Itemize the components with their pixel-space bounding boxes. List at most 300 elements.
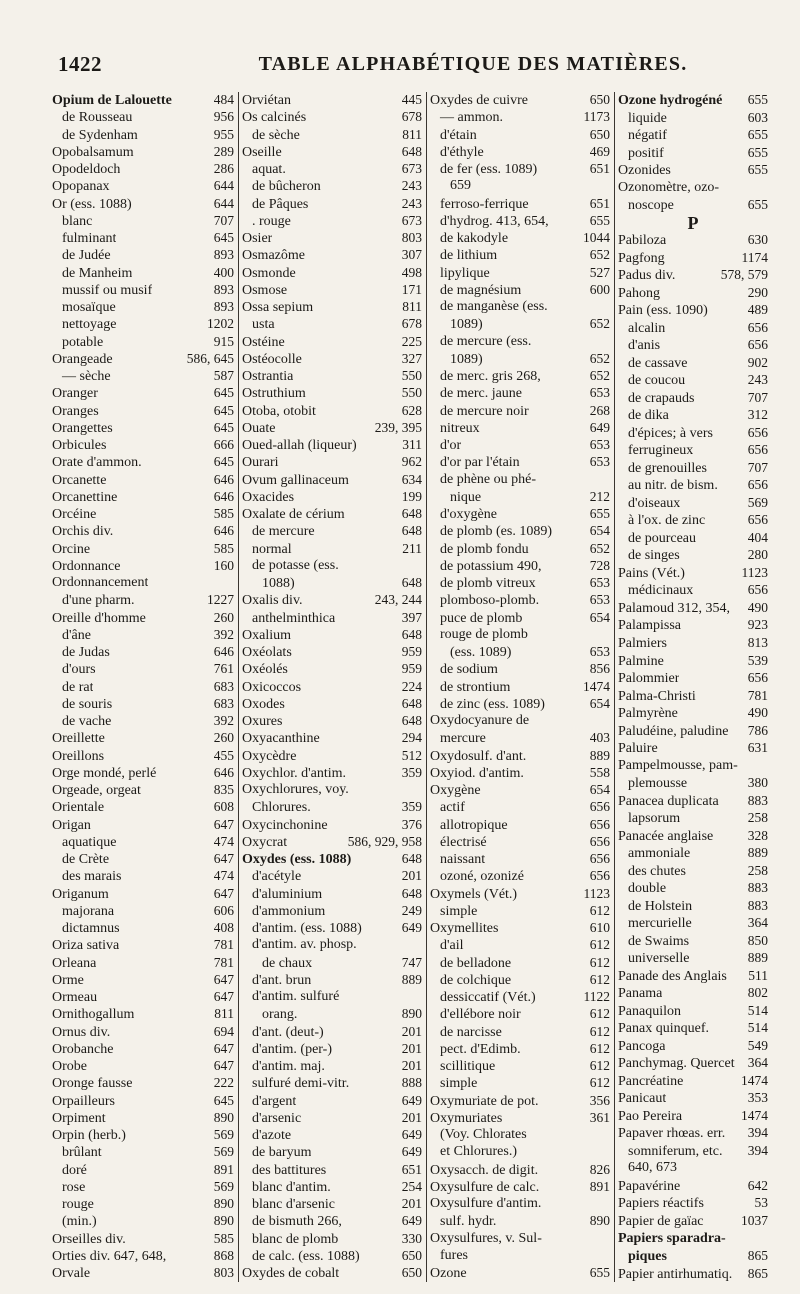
entry-term: Otoba, otobit	[242, 403, 316, 419]
entry-page-ref: 683	[213, 678, 234, 694]
index-entry	[52, 403, 234, 419]
entry-term: mercure	[440, 731, 486, 747]
index-entry	[242, 592, 422, 608]
index-entry	[52, 1196, 234, 1212]
entry-page-ref: 307	[401, 247, 422, 263]
entry-page-ref: 654	[589, 609, 610, 625]
index-entry	[430, 368, 610, 384]
entry-term: de baryum	[252, 1145, 312, 1161]
entry-page-ref: 707	[213, 212, 234, 228]
entry-page-ref: 646	[213, 523, 234, 539]
index-entry	[618, 880, 768, 896]
index-entry	[52, 644, 234, 660]
entry-term: allotropique	[440, 817, 508, 833]
entry-page-ref: 646	[213, 471, 234, 487]
entry-term: Pancoga	[618, 1038, 666, 1054]
entry-page-ref: 652	[589, 316, 610, 332]
entry-term: de potasse (ess.	[252, 557, 339, 573]
entry-page-ref: 514	[747, 1020, 768, 1036]
index-entry	[430, 144, 610, 160]
entry-page-ref: 644	[213, 178, 234, 194]
entry-term: Panacea duplicata	[618, 793, 719, 809]
running-title: TABLE ALPHABÉTIQUE DES MATIÈRES.	[258, 53, 688, 75]
entry-term: blanc d'antim.	[252, 1179, 331, 1195]
entry-term: Oreillette	[52, 731, 105, 747]
entry-page-ref: 781	[747, 687, 768, 703]
entry-page-ref: 811	[402, 299, 422, 314]
entry-page-ref: 647	[213, 971, 234, 987]
index-entry	[52, 851, 234, 867]
index-entry	[430, 196, 610, 212]
index-entry	[242, 351, 422, 367]
entry-page-ref: 289	[213, 143, 234, 159]
entry-page-ref: 955	[213, 126, 234, 142]
entry-page-ref: 612	[589, 1075, 610, 1091]
entry-page-ref: 558	[589, 764, 610, 780]
entry-term: Origan	[52, 817, 91, 833]
entry-term: d'arsenic	[252, 1110, 302, 1126]
entry-page-ref: 455	[213, 747, 234, 763]
entry-page-ref: 653	[589, 575, 610, 590]
index-entry	[52, 1006, 234, 1022]
entry-term: de sodium	[440, 662, 498, 678]
index-entry	[52, 265, 234, 281]
entry-page-ref: 330	[401, 1230, 422, 1246]
index-entry	[52, 592, 234, 608]
entry-term: d'épices; à vers	[628, 425, 713, 441]
entry-term: ozoné, ozonizé	[440, 869, 524, 885]
index-entry	[430, 282, 610, 298]
entry-page-ref: 294	[401, 730, 422, 746]
index-entry	[242, 316, 422, 332]
index-entry	[242, 972, 422, 988]
entry-term: Palommier	[618, 671, 680, 687]
index-entry	[52, 1093, 234, 1109]
entry-page-ref: 678	[401, 109, 422, 125]
index-entry	[52, 506, 234, 522]
entry-page-ref: 868	[213, 1247, 234, 1263]
entry-term: d'ant. (deut-)	[252, 1024, 324, 1040]
entry-term: Panicaut	[618, 1091, 667, 1107]
entry-page-ref: 835	[213, 782, 234, 797]
entry-page-ref: 585	[213, 506, 234, 521]
index-entry	[52, 1127, 234, 1143]
entry-term: Papiers sparadra-	[618, 1230, 726, 1246]
entry-page-ref: 648	[401, 506, 422, 521]
entry-page-ref: 394	[747, 1125, 768, 1141]
entry-page-ref: 648	[401, 143, 422, 159]
index-entry	[52, 955, 234, 971]
entry-page-ref: 694	[213, 1023, 234, 1039]
entry-term: Pains (Vét.)	[618, 565, 685, 581]
entry-page-ref: 490	[747, 705, 768, 721]
index-entry	[52, 127, 234, 143]
index-entry	[430, 748, 610, 764]
index-entry	[618, 180, 768, 196]
entry-page-ref: 959	[401, 661, 422, 677]
index-entry	[52, 782, 234, 798]
index-entry	[52, 299, 234, 315]
entry-term: Ovum gallinaceum	[242, 472, 349, 488]
entry-term: à l'ox. de zinc	[628, 513, 706, 529]
index-entry	[242, 610, 422, 626]
index-column-4	[618, 92, 768, 1282]
entry-term: d'ant. brun	[252, 972, 312, 988]
entry-page-ref: 747	[401, 954, 422, 970]
entry-term: Oseille	[242, 144, 282, 160]
entry-term: de mercure	[252, 524, 315, 540]
entry-term: naissant	[440, 852, 486, 867]
entry-term: d'hydrog. 413, 654,	[440, 213, 549, 229]
index-entry	[52, 334, 234, 350]
index-entry	[618, 197, 768, 213]
entry-page-ref: 403	[589, 730, 610, 746]
entry-term: ammoniale	[628, 846, 691, 862]
entry-page-ref: 649	[401, 1144, 422, 1160]
entry-term: rouge	[62, 1197, 94, 1212]
entry-page-ref: 645	[213, 402, 234, 418]
index-entry	[52, 558, 234, 574]
index-entry	[52, 161, 234, 177]
entry-page-ref: 539	[747, 652, 768, 668]
index-entry	[242, 127, 422, 143]
entry-page-ref: 883	[747, 897, 768, 913]
entry-term: Oxymellites	[430, 921, 499, 936]
index-entry	[430, 506, 610, 522]
entry-page-ref: 656	[589, 868, 610, 884]
entry-page-ref: 655	[589, 506, 610, 521]
entry-page-ref: 655	[747, 127, 768, 143]
entry-term: Orobanche	[52, 1041, 114, 1057]
entry-page-ref: 201	[401, 1023, 422, 1039]
entry-term: Oxalis div.	[242, 593, 303, 609]
index-entry	[618, 1195, 768, 1211]
index-entry	[52, 196, 234, 212]
entry-page-ref: 612	[589, 1006, 610, 1022]
index-entry	[430, 1075, 610, 1091]
entry-page-ref: 650	[589, 92, 610, 107]
entry-page-ref: 628	[401, 402, 422, 418]
index-entry	[242, 782, 422, 798]
index-column-1	[52, 92, 234, 1282]
index-entry	[52, 817, 234, 833]
index-entry	[618, 110, 768, 126]
entry-page-ref: 893	[213, 281, 234, 297]
entry-term: positif	[628, 145, 664, 161]
entry-term: d'étain	[440, 127, 477, 143]
entry-page-ref: 286	[213, 161, 234, 176]
index-entry	[430, 454, 610, 470]
entry-page-ref: 890	[589, 1213, 610, 1229]
index-entry	[242, 213, 422, 229]
entry-page-ref: 201	[401, 1058, 422, 1073]
index-entry	[242, 834, 422, 850]
entry-term: Ozonides	[618, 163, 671, 179]
entry-page-ref: 1123	[741, 564, 768, 580]
index-entry	[242, 851, 422, 867]
index-entry	[52, 1110, 234, 1126]
index-entry	[430, 161, 610, 177]
entry-term: d'aluminium	[252, 886, 323, 902]
entry-term: 659	[450, 178, 471, 194]
index-entry	[618, 390, 768, 406]
index-entry	[52, 834, 234, 850]
entry-term: Pabiloza	[618, 233, 667, 249]
index-entry	[52, 575, 234, 591]
entry-term: de chaux	[262, 955, 313, 971]
index-entry	[618, 460, 768, 476]
entry-page-ref: 889	[589, 747, 610, 763]
index-entry	[430, 989, 610, 1005]
entry-term: de zinc (ess. 1089)	[440, 696, 545, 712]
index-entry	[618, 845, 768, 861]
index-entry	[618, 670, 768, 686]
entry-page-ref: 327	[401, 350, 422, 366]
entry-term: de belladone	[440, 955, 512, 971]
entry-page-ref: 813	[747, 634, 768, 650]
index-entry	[430, 334, 610, 350]
entry-term: usta	[252, 317, 275, 333]
entry-page-ref: 569	[213, 1178, 234, 1194]
index-entry	[242, 1006, 422, 1022]
entry-term: d'or	[440, 438, 462, 453]
index-entry	[430, 299, 610, 315]
entry-page-ref: 260	[213, 609, 234, 625]
index-entry	[618, 425, 768, 441]
index-entry	[618, 320, 768, 336]
index-entry	[242, 506, 422, 522]
entry-term: d'ail	[440, 938, 464, 954]
entry-term: Os calcinés	[242, 110, 307, 126]
entry-page-ref: 652	[589, 368, 610, 383]
entry-page-ref: 268	[589, 402, 610, 418]
entry-term: Pain (ess. 1090)	[618, 303, 708, 319]
entry-page-ref: 865	[747, 1265, 768, 1281]
index-entry	[242, 679, 422, 695]
entry-term: simple	[440, 1076, 478, 1092]
index-entry	[618, 250, 768, 266]
entry-term: de Judas	[62, 645, 110, 660]
index-entry	[52, 1179, 234, 1195]
entry-page-ref: 630	[747, 232, 768, 248]
entry-term: Oxydes de cuivre	[430, 93, 528, 108]
entry-term: Papier antirhumatiq.	[618, 1266, 733, 1282]
entry-page-ref: 645	[213, 419, 234, 435]
entry-term: d'oiseaux	[628, 495, 681, 511]
entry-term: Palampissa	[618, 618, 681, 634]
entry-term: de dika	[628, 408, 669, 424]
entry-term: ferroso-ferrique	[440, 196, 529, 212]
index-entry	[430, 1144, 610, 1160]
entry-term: Opopanax	[52, 179, 110, 195]
entry-term: des chutes	[628, 863, 686, 879]
entry-term: Orviétan	[242, 93, 291, 108]
entry-term: de calc. (ess. 1088)	[252, 1248, 360, 1264]
entry-term: d'antim. av. phosp.	[252, 937, 357, 953]
entry-term: Palma-Christi	[618, 688, 696, 704]
entry-term: Orangettes	[52, 420, 113, 436]
index-entry	[430, 644, 610, 660]
entry-page-ref: 655	[589, 212, 610, 228]
index-entry	[618, 688, 768, 704]
entry-term: d'âne	[62, 627, 91, 643]
entry-term: Orcine	[52, 541, 91, 557]
entry-page-ref: 888	[401, 1075, 422, 1091]
entry-page-ref: 891	[213, 1161, 234, 1177]
entry-term: Opium de Lalouette	[52, 93, 172, 108]
index-entry	[618, 1038, 768, 1054]
index-entry	[242, 989, 422, 1005]
entry-term: Orcanettine	[52, 489, 118, 505]
entry-page-ref: 647	[213, 851, 234, 866]
entry-page-ref: 498	[401, 264, 422, 280]
entry-page-ref: 550	[401, 385, 422, 401]
index-entry	[52, 523, 234, 539]
index-entry	[618, 337, 768, 353]
index-entry	[430, 575, 610, 591]
entry-term: Ornithogallum	[52, 1007, 135, 1023]
entry-term: Oxyacanthine	[242, 731, 320, 747]
index-entry	[430, 1265, 610, 1281]
entry-term: Oronge fausse	[52, 1076, 133, 1092]
entry-term: mosaïque	[62, 300, 116, 315]
index-entry	[242, 1075, 422, 1091]
entry-term: Oxycinchonine	[242, 817, 328, 833]
index-entry	[618, 145, 768, 161]
entry-term: de Rousseau	[62, 110, 133, 126]
index-entry	[618, 653, 768, 669]
entry-term: Oxéolés	[242, 662, 288, 678]
index-entry	[618, 127, 768, 143]
entry-term: Ordonnancement	[52, 575, 149, 590]
entry-page-ref: 612	[589, 971, 610, 987]
entry-page-ref: 392	[213, 626, 234, 642]
entry-term: Paludéine, paludine	[618, 723, 729, 739]
index-entry	[618, 828, 768, 844]
index-entry	[618, 705, 768, 721]
entry-page-ref: 569	[213, 1127, 234, 1142]
entry-page-ref: 474	[213, 868, 234, 884]
entry-page-ref: 647	[213, 1040, 234, 1056]
entry-page-ref: 610	[589, 920, 610, 935]
entry-term: de plomb vitreux	[440, 576, 536, 591]
entry-page-ref: 656	[747, 337, 768, 353]
index-entry	[242, 420, 422, 436]
index-entry	[618, 775, 768, 791]
index-entry	[242, 196, 422, 212]
index-entry	[242, 903, 422, 919]
entry-page-ref: 222	[213, 1075, 234, 1091]
index-entry	[52, 937, 234, 953]
entry-term: médicinaux	[628, 583, 694, 599]
index-entry	[242, 144, 422, 160]
entry-page-ref: 656	[747, 477, 768, 493]
index-entry	[52, 679, 234, 695]
entry-page-ref: 364	[747, 915, 768, 931]
entry-page-ref: 653	[589, 437, 610, 452]
entry-page-ref: 249	[401, 902, 422, 918]
entry-term: sulfuré demi-vitr.	[252, 1076, 350, 1092]
entry-term: de merc. jaune	[440, 386, 523, 402]
index-entry	[618, 1073, 768, 1089]
index-entry	[242, 437, 422, 453]
index-entry	[618, 1248, 768, 1264]
entry-page-ref: 644	[213, 195, 234, 211]
entry-term: d'une pharm.	[62, 593, 135, 609]
entry-term: — sèche	[62, 369, 111, 384]
entry-term: de bismuth 266,	[252, 1214, 342, 1230]
entry-term: de plomb (es. 1089)	[440, 524, 552, 540]
entry-term: Oxymuriate de pot.	[430, 1093, 539, 1109]
entry-page-ref: 666	[213, 437, 234, 452]
entry-page-ref: 656	[589, 799, 610, 815]
entry-term: ferrugineux	[628, 443, 694, 459]
entry-page-ref: 656	[747, 442, 768, 458]
entry-term: simple	[440, 903, 478, 919]
index-entry	[52, 1265, 234, 1281]
index-entry	[618, 617, 768, 633]
entry-term: Oxalate de cérium	[242, 507, 345, 522]
index-entry	[52, 178, 234, 194]
index-entry	[242, 713, 422, 729]
entry-term: Oranger	[52, 386, 98, 402]
entry-term: Orvale	[52, 1266, 91, 1281]
entry-term: Pancréatine	[618, 1073, 684, 1089]
entry-term: Palamoud 312, 354,	[618, 600, 730, 616]
entry-page-ref: 649	[401, 920, 422, 935]
index-entry	[618, 442, 768, 458]
entry-term: mussif ou musif	[62, 282, 153, 298]
entry-page-ref: 891	[589, 1178, 610, 1194]
entry-page-ref: 1227	[207, 592, 234, 608]
entry-term: Oxéolats	[242, 645, 292, 660]
index-entry	[52, 903, 234, 919]
entry-page-ref: 707	[747, 389, 768, 405]
entry-term: 1088)	[262, 576, 295, 591]
index-entry	[430, 903, 610, 919]
index-entry	[430, 127, 610, 143]
entry-page-ref: 1037	[741, 1213, 768, 1228]
entry-term: Ozone	[430, 1266, 467, 1281]
entry-term: Oxysulfure de calc.	[430, 1179, 540, 1195]
entry-term: Osier	[242, 231, 273, 246]
index-entry	[52, 610, 234, 626]
entry-page-ref: 634	[401, 471, 422, 487]
entry-page-ref: 646	[213, 488, 234, 504]
entry-term: . rouge	[252, 213, 291, 229]
index-entry	[430, 265, 610, 281]
entry-term: rose	[62, 1179, 86, 1195]
index-entry	[52, 886, 234, 902]
index-entry	[430, 799, 610, 815]
entry-term: (Voy. Chlorates	[440, 1127, 527, 1142]
entry-term: Orseilles div.	[52, 1231, 126, 1247]
entry-page-ref: 652	[589, 540, 610, 556]
entry-term: au nitr. de bism.	[628, 478, 718, 494]
entry-term: blanc	[62, 213, 93, 229]
entry-page-ref: 673	[401, 161, 422, 176]
entry-term: Orpailleurs	[52, 1093, 115, 1109]
entry-page-ref: 353	[747, 1090, 768, 1106]
index-entry	[618, 1108, 768, 1124]
entry-page-ref: 683	[213, 695, 234, 711]
entry-page-ref: 802	[747, 985, 768, 1001]
entry-term: plomboso-plomb.	[440, 593, 540, 609]
entry-page-ref: 171	[401, 281, 422, 297]
entry-page-ref: 678	[401, 316, 422, 332]
index-entry	[430, 1024, 610, 1040]
entry-term: d'ours	[62, 662, 96, 678]
